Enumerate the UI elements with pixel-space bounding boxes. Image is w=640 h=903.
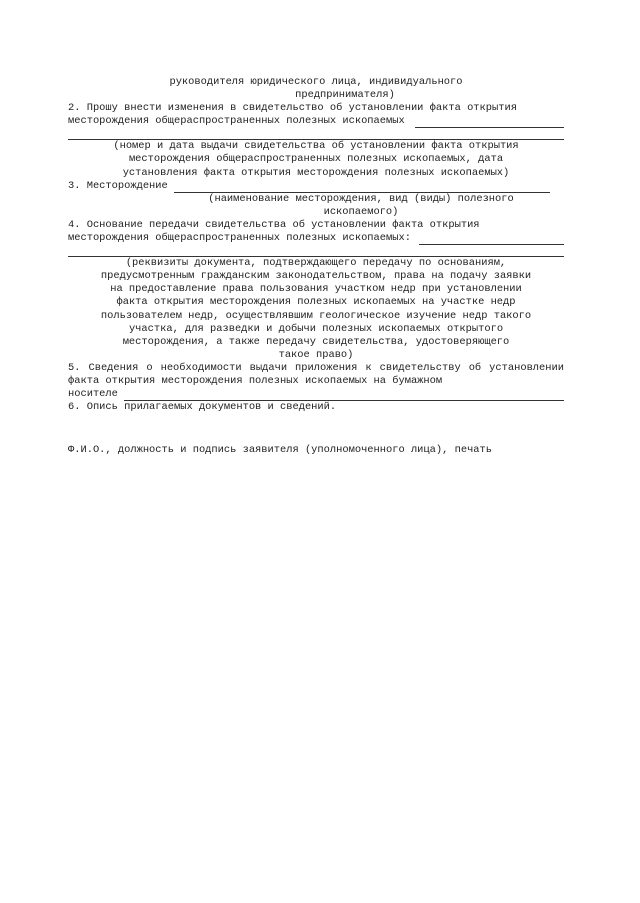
item-3-label: 3. Месторождение bbox=[68, 179, 168, 192]
item-3-line bbox=[68, 180, 564, 193]
item-4-line-2 bbox=[68, 232, 564, 245]
item-4-blank-line[interactable] bbox=[68, 245, 564, 257]
item-5-label: носителе bbox=[68, 388, 118, 401]
item-2-label: месторождения общераспространенных полезных ископаемых bbox=[68, 115, 405, 128]
item-5-line bbox=[68, 388, 564, 401]
item-2-caption: (номер и дата выдачи свидетельства об установлении факта открытия месторождения общераспространенных полезных ископаемых, дата установления факта открытия месторождения полезных ископаемых) bbox=[113, 140, 519, 179]
item-3-blank[interactable] bbox=[174, 182, 550, 193]
signature-line: Ф.И.О., должность и подпись заявителя (уполномоченного лица), печать bbox=[68, 444, 493, 457]
item-2-blank-line[interactable] bbox=[68, 128, 564, 140]
item-4-label: месторождения общераспространенных полезных ископаемых: bbox=[68, 232, 411, 245]
head-caption-line-2: предпринимателя) bbox=[295, 89, 395, 102]
item-4-line-1: 4. Основание передачи свидетельства об установлении факта открытия bbox=[68, 218, 480, 231]
item-3-caption: (наименование месторождения, вид (виды) полезного ископаемого) bbox=[208, 192, 514, 218]
application-form bbox=[68, 76, 564, 457]
item-2-blank[interactable] bbox=[415, 117, 564, 128]
item-4-caption: (реквизиты документа, подтверждающего передачу по основаниям, предусмотренным гражданским законодательством, права на подачу заявки на предоставление права пользования участком недр при установлении факта открытия месторождения полезных ископаемых на участке недр пользователем недр, осуществлявшим геологическое изучение недр такого участка, для разведки и добычи полезных ископаемых открытого месторождения, а также передачу свидетельства, удостоверяющего такое право) bbox=[100, 257, 532, 361]
item-4-blank[interactable] bbox=[419, 234, 564, 245]
item-5-blank[interactable] bbox=[124, 390, 564, 401]
item-5-text: 5. Сведения о необходимости выдачи приложения к свидетельству об установлении факта открытия месторождения полезных ископаемых на бумажном bbox=[68, 361, 564, 387]
item-2-line-2 bbox=[68, 115, 564, 128]
head-caption-line-1: руководителя юридического лица, индивидуального bbox=[169, 76, 463, 88]
item-2-line-1: 2. Прошу внести изменения в свидетельство об установлении факта открытия bbox=[68, 102, 517, 115]
item-6-text: 6. Опись прилагаемых документов и сведений. bbox=[68, 401, 337, 414]
